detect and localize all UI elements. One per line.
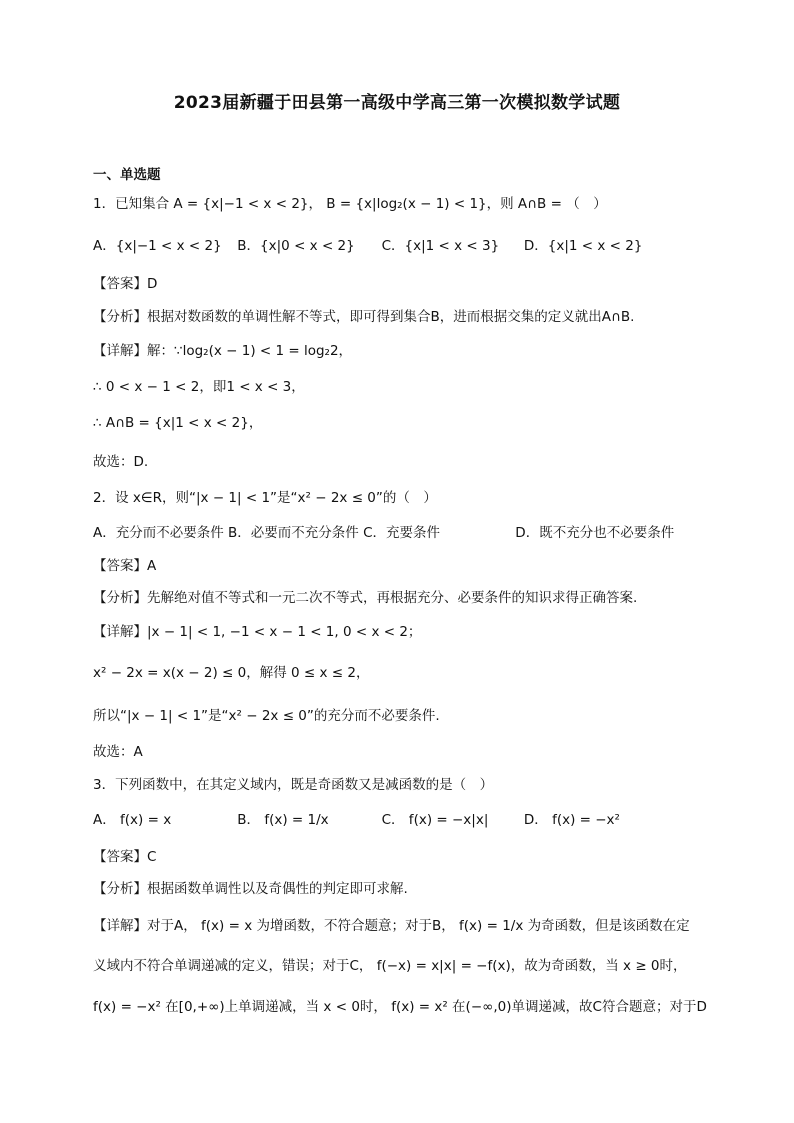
q1-option-d: D．{x|1 < x < 2} <box>523 238 643 254</box>
q3-option-a: A． f(x) = x <box>93 812 172 828</box>
q2-options-abc: A．充分而不必要条件 B．必要而不充分条件 C．充要条件 <box>93 525 441 541</box>
q2-stem: 2．设 x∈R，则“|x − 1| < 1”是“x² − 2x ≤ 0”的（ ） <box>93 490 437 506</box>
q1-option-a: A．{x|−1 < x < 2} <box>93 238 222 254</box>
q1-answer: 【答案】D <box>93 276 158 292</box>
q2-detail-line-1: 【详解】|x − 1| < 1, −1 < x − 1 < 1, 0 < x < 2； <box>93 624 422 640</box>
q3-answer: 【答案】C <box>93 849 157 865</box>
q2-detail-line-2: x² − 2x = x(x − 2) ≤ 0，解得 0 ≤ x ≤ 2， <box>93 665 370 681</box>
q3-option-b: B． f(x) = 1/x <box>237 812 329 828</box>
q1-pick: 故选：D. <box>93 454 149 470</box>
q2-options <box>93 521 674 541</box>
q1-detail-line-2: ∴ 0 < x − 1 < 2，即1 < x < 3， <box>93 379 305 395</box>
q3-analysis: 【分析】根据函数单调性以及奇偶性的判定即可求解. <box>93 881 408 897</box>
q3-option-d: D． f(x) = −x² <box>523 812 620 828</box>
q1-stem: 1．已知集合 A = {x|−1 < x < 2}， B = {x|log₂(x − 1) < 1}，则 A∩B = （ ） <box>93 196 607 212</box>
q1-detail-line-1: 【详解】解：∵log₂(x − 1) < 1 = log₂2， <box>93 343 353 359</box>
q2-analysis: 【分析】先解绝对值不等式和一元二次不等式，再根据充分、必要条件的知识求得正确答案. <box>93 590 638 606</box>
q2-pick: 故选：A <box>93 744 143 760</box>
q1-option-b: B．{x|0 < x < 2} <box>237 238 355 254</box>
section-heading: 一、单选题 <box>93 167 161 183</box>
document-title: 2023届新疆于田县第一高级中学高三第一次模拟数学试题 <box>173 93 621 113</box>
q3-detail-line-3: f(x) = −x² 在[0,+∞)上单调递减，当 x < 0时， f(x) = x² 在(−∞,0)单调递减，故C符合题意；对于D <box>93 999 707 1015</box>
q3-option-c: C． f(x) = −x|x| <box>381 812 489 828</box>
q1-option-c: C．{x|1 < x < 3} <box>381 238 500 254</box>
q3-stem: 3．下列函数中，在其定义域内，既是奇函数又是减函数的是（ ） <box>93 777 494 793</box>
q3-detail-line-1: 【详解】对于A， f(x) = x 为增函数，不符合题意；对于B， f(x) = 1/x 为奇函数，但是该函数在定 <box>93 918 690 934</box>
q2-option-d: D．既不充分也不必要条件 <box>515 525 675 541</box>
q1-analysis: 【分析】根据对数函数的单调性解不等式，即可得到集合B，进而根据交集的定义就出A∩B. <box>93 309 635 325</box>
q2-answer: 【答案】A <box>93 558 157 574</box>
q3-detail-line-2: 义域内不符合单调递减的定义，错误；对于C， f(−x) = x|x| = −f(x)，故为奇函数，当 x ≥ 0时， <box>93 958 687 974</box>
q3-options <box>93 808 620 828</box>
q1-options <box>93 234 642 254</box>
q1-detail-line-3: ∴ A∩B = {x|1 < x < 2}， <box>93 415 263 431</box>
q2-detail-line-3: 所以“|x − 1| < 1”是“x² − 2x ≤ 0”的充分而不必要条件. <box>93 708 440 724</box>
